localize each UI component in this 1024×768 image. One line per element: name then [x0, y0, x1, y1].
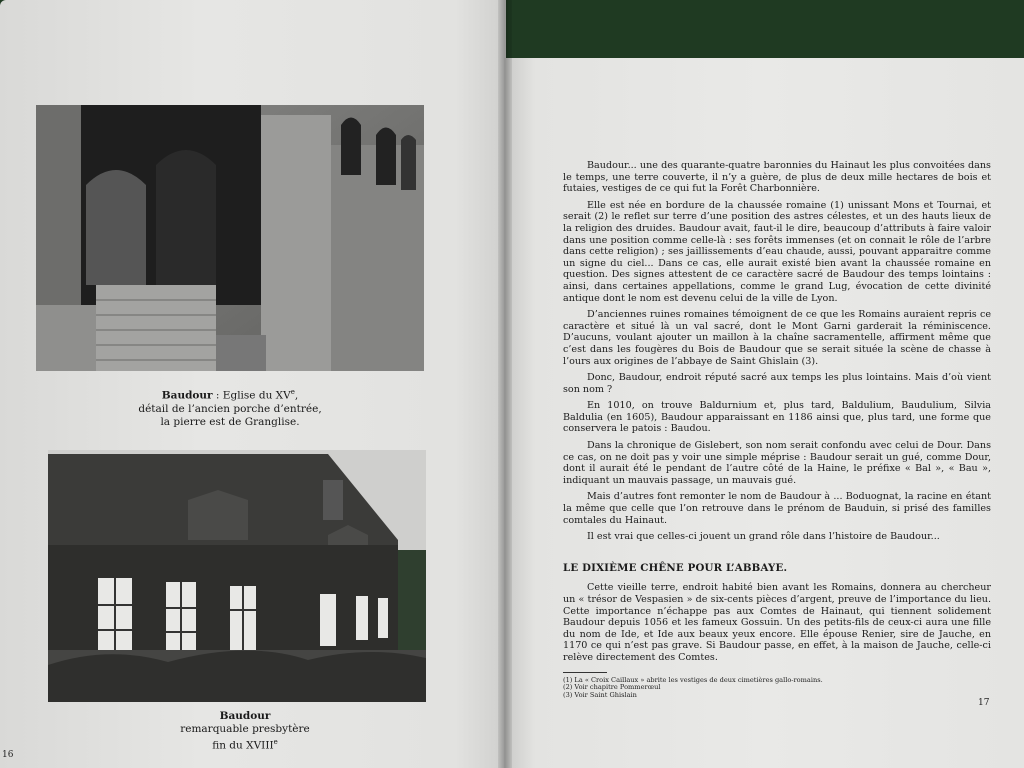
footnote: (2) Voir chapitre Pommerœul: [563, 683, 661, 692]
folio-left: 16: [2, 750, 14, 760]
caption-line: la pierre est de Granglise.: [160, 415, 300, 428]
paragraph: Elle est née en bordure de la chaussée romaine (1) unissant Mons et Tournai, et serait (2) le reflet sur terre d’une position des astres célestes, et un des hauts lieux de la religion des druides. Baudour avait, faut-il le dire, beaucoup d’attributs à faire valoir dans une position comme celle-là : ses forêts immenses (et on connait le rôle de l’arbre dans cette religion) ; ses jaillissements d’eau chaude, aussi, pouvant apparaitre comme un signe du ciel... Dans ce cas, elle aurait existé bien avant la chaussée romaine en question. Des signes attestent de ce caractère sacré de Baudour des temps lointains : ainsi, dans certaines appellations, comme le grand Lug, évocation de cette divinité antique dont le nom est devenu celui de la ville de Lyon.: [563, 199, 991, 304]
paragraph: Il est vrai que celles-ci jouent un grand rôle dans l’histoire de Baudour...: [587, 531, 940, 543]
presbytery-caption: [120, 710, 370, 753]
caption-line: détail de l’ancien porche d’entrée,: [138, 402, 322, 415]
article-body: [563, 160, 991, 700]
footnotes: [563, 677, 991, 700]
paragraph: En 1010, on trouve Baldurnium et, plus tard, Baldulium, Baudulium, Silvia Baldulia (en 1605), Baudour apparaissant en 1186 ainsi que, plus tard, une forme que conservera le patois : Baudou.: [563, 400, 991, 435]
folio-right: 17: [978, 698, 990, 708]
footnote-rule: [563, 672, 607, 673]
caption-line: remarquable presbytère: [180, 723, 310, 735]
footnote: (1) La « Croix Caillaux » abrite les vestiges de deux cimetières gallo-romains.: [563, 675, 823, 684]
caption-superscript: e: [273, 738, 278, 746]
section-heading: LE DIXIÈME CHÊNE POUR L’ABBAYE.: [563, 561, 788, 574]
caption-text: ,: [294, 389, 299, 402]
paragraph: Cette vieille terre, endroit habité bien avant les Romains, donnera au chercheur un « trésor de Vespasien » de six-cents pièces d’argent, preuve de l’importance du lieu. Cette importance n’échappe pas aux Comtes de Hainaut, qui tiennent solidement Baudour depuis 1056 et les fameux Gossuin. Un des petits-fils de ceux-ci aura une fille du nom de Ide, et Ide aux beaux yeux encore. Elle épouse Renier, sire de Jauche, en 1170 ce qui n’est pas grave. Si Baudour passe, en effet, à la maison de Jauche, celle-ci relève directement des Comtes.: [563, 582, 991, 663]
paragraph: Dans la chronique de Gislebert, son nom serait confondu avec celui de Dour. Dans ce cas, on ne doit pas y voir une simple méprise : Baudour serait un gué, comme Dour, dont il aurait été le pendant de l’autre côté de la Haine, le préfixe « Bal », « Bau », indiquant un mauvais passage, un mauvais gué.: [563, 440, 991, 486]
caption-text: fin du XVIII: [212, 739, 274, 752]
church-porch-photo: [36, 105, 424, 371]
caption-text: : Eglise du XV: [212, 389, 291, 402]
book-gutter: [498, 0, 512, 768]
caption-superscript: e: [290, 388, 295, 396]
presbytery-photo: [48, 450, 426, 702]
paragraph: Donc, Baudour, endroit réputé sacré aux temps les plus lointains. Mais d’où vient son nom ?: [563, 372, 991, 395]
footnote: (3) Voir Saint Ghislain: [563, 691, 637, 700]
paragraph: Mais d’autres font remonter le nom de Baudour à ... Boduognat, la racine en étant la même que celle que l’on retrouve dans le prénom de Bauduin, si prisé des familles comtales du Hainaut.: [563, 491, 991, 526]
caption-bold-label: Baudour: [161, 389, 213, 402]
paragraph: D’anciennes ruines romaines témoignent de ce que les Romains auraient repris ce caractère et situé là un val sacré, dont le Mont Garni garderait la réminiscence. D’aucuns, voulant ajouter un maillon à la chaîne sacramentelle, affirment même que c’est dans les fougères du Bois de Baudour que se serait située la scène de chasse à l’ours aux origines de l’abbaye de Saint Ghislain (3).: [563, 309, 991, 367]
church-porch-caption: [90, 386, 370, 429]
paragraph: Baudour... une des quarante-quatre baronnies du Hainaut les plus convoitées dans le temps, une terre couverte, il n’y a guère, de plus de deux mille hectares de bois et futaies, vestiges de ce qui fut la Forêt Charbonnière.: [563, 160, 991, 195]
caption-line: Baudour: [219, 710, 271, 722]
